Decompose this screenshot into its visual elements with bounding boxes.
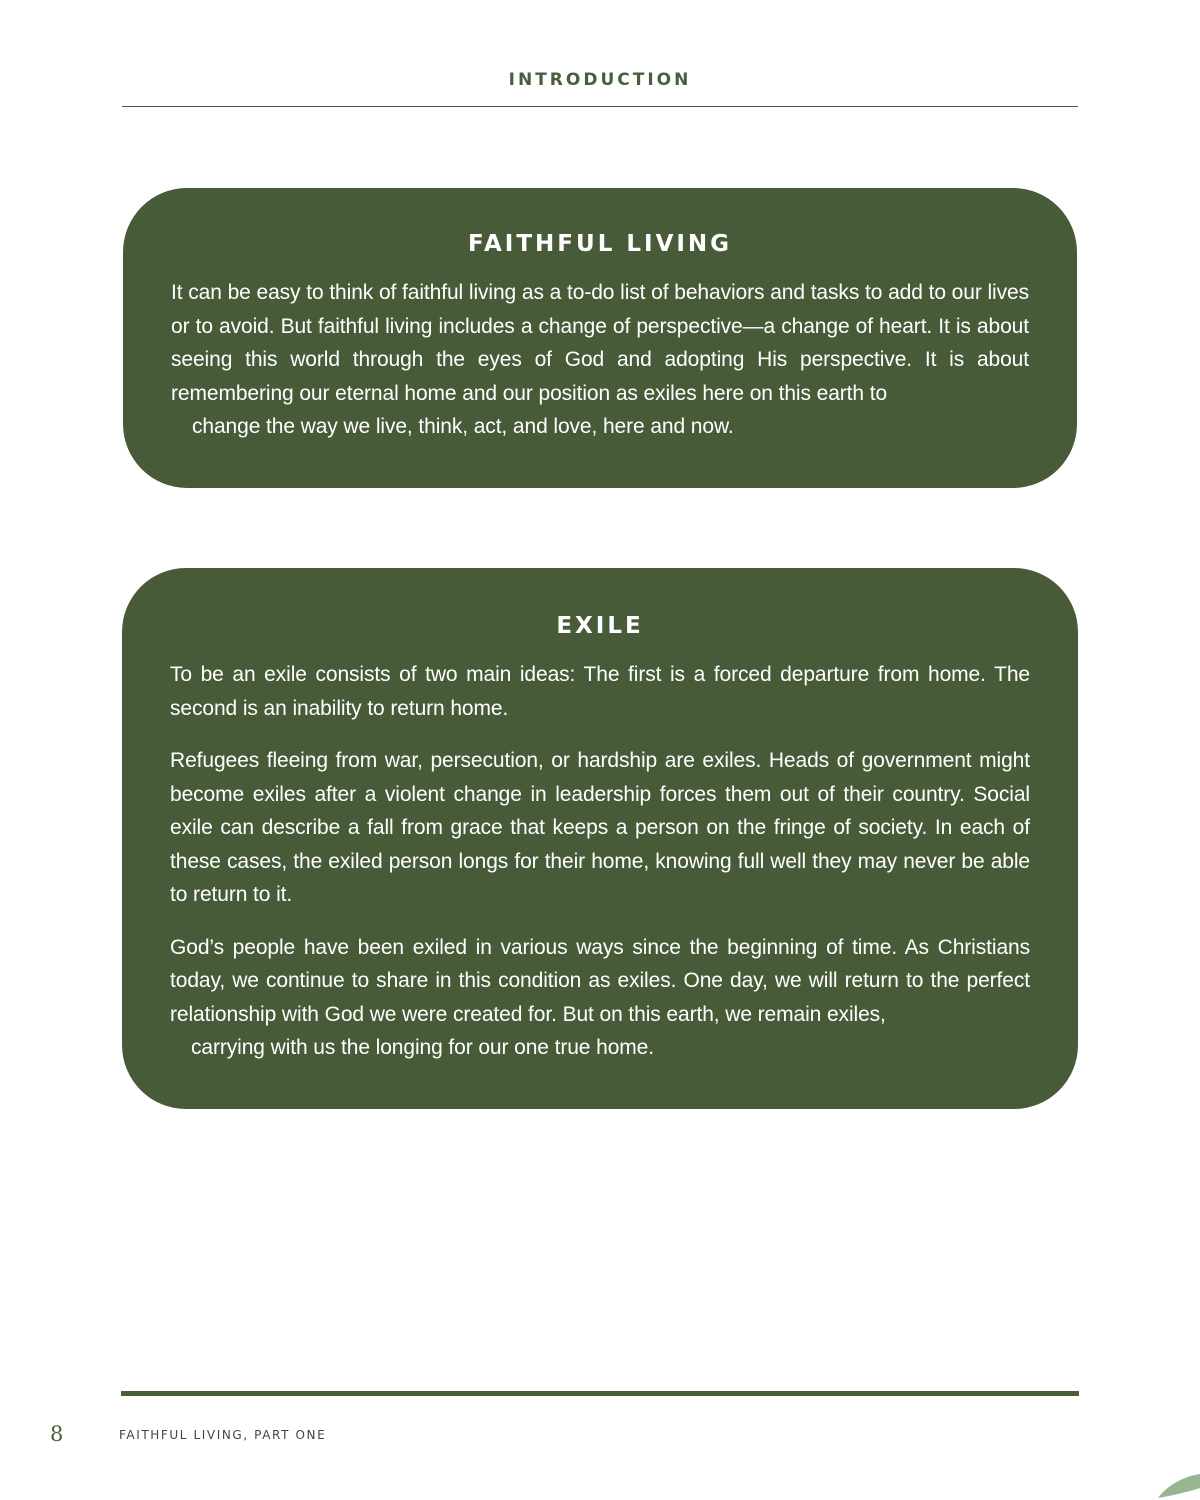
- section-header: INTRODUCTION: [508, 70, 692, 90]
- faithful-living-paragraph-continuation: change the way we live, think, act, and love, here and now.: [192, 415, 734, 438]
- leaf-decoration-icon: [1154, 1466, 1200, 1500]
- footer-book-title: FAITHFUL LIVING, PART ONE: [119, 1428, 327, 1442]
- exile-paragraph-gods-people-text: God’s people have been exiled in various ways since the beginning of time. As Christians today, we continue to share in this condition as exiles. One day, we will return to the perfect relationship with God we were created for. But on this earth, we remain exiles,: [170, 935, 1030, 1026]
- faithful-living-card: [123, 188, 1077, 488]
- exile-title: EXILE: [556, 613, 644, 639]
- exile-card: [122, 568, 1078, 1109]
- page-number: 8: [50, 1422, 64, 1446]
- exile-paragraph-gods-people: [170, 931, 1030, 1065]
- exile-paragraph-examples: Refugees fleeing from war, persecution, or hardship are exiles. Heads of government might become exiles after a violent change in leadership forces them out of their country. Social exile can describe a fall from grace that keeps a person on the fringe of society. In each of these cases, the exiled person longs for their home, knowing full well they may never be able to return to it.: [170, 749, 1030, 906]
- exile-paragraph-continuation: carrying with us the longing for our one true home.: [191, 1036, 654, 1059]
- faithful-living-body: [171, 276, 1029, 444]
- header-divider: [122, 106, 1078, 107]
- exile-paragraph-definition: To be an exile consists of two main ideas: The first is a forced departure from home. The second is an inability to return home.: [170, 663, 1030, 720]
- footer-divider: [121, 1391, 1079, 1396]
- faithful-living-title: FAITHFUL LIVING: [467, 231, 733, 257]
- exile-body: [170, 658, 1030, 1065]
- faithful-living-paragraph-text: It can be easy to think of faithful living as a to-do list of behaviors and tasks to add to our lives or to avoid. But faithful living includes a change of perspective—a change of heart. It is about seeing this world through the eyes of God and adopting His perspective. It is about remembering our eternal home and our position as exiles here on this earth to: [171, 281, 1029, 405]
- faithful-living-paragraph: [171, 276, 1029, 444]
